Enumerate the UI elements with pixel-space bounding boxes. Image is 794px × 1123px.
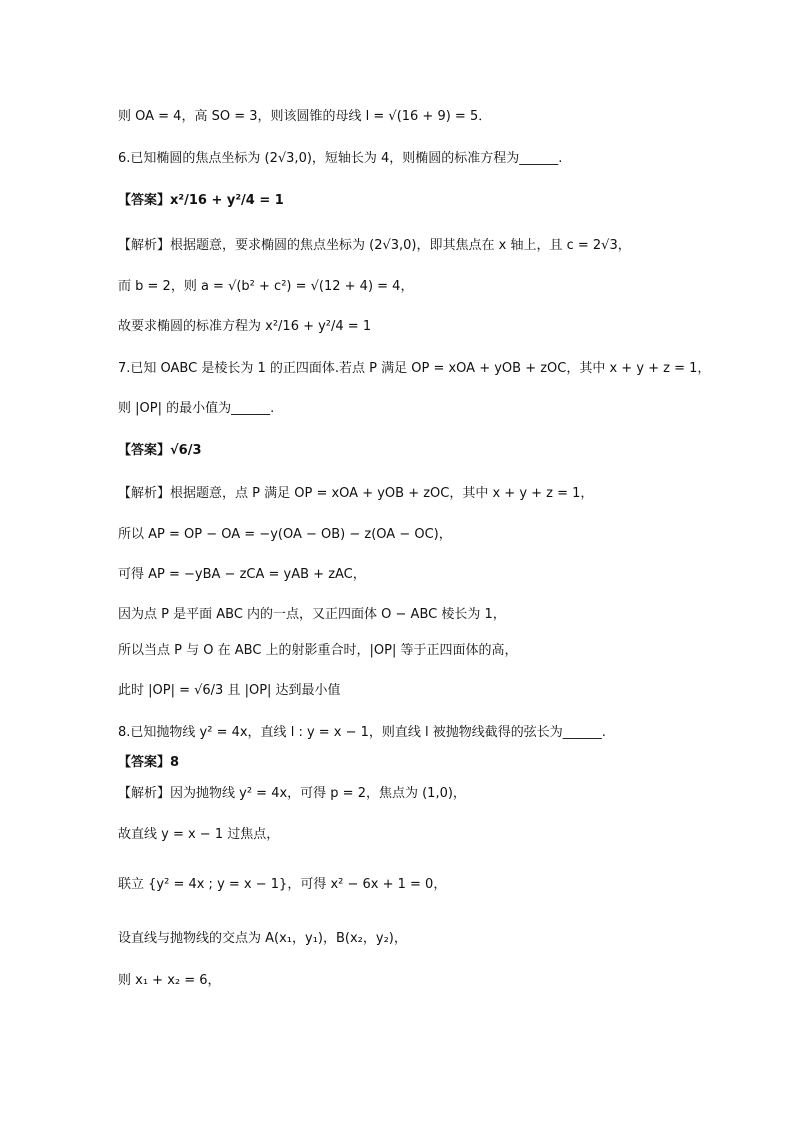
text-line: 故要求椭圆的标准方程为 x²/16 + y²/4 = 1 — [118, 319, 372, 334]
text-line: 而 b = 2，则 a = √(b² + c²) = √(12 + 4) = 4， — [118, 279, 414, 294]
analysis-7: 【解析】根据题意，点 P 满足 OP = xOA + yOB + zOC，其中 x + y + z = 1， — [118, 486, 594, 501]
analysis-6: 【解析】根据题意，要求椭圆的焦点坐标为 (2√3,0)，即其焦点在 x 轴上，且 c = 2√3， — [118, 238, 631, 253]
text-line: 所以 AP = OP − OA = −y(OA − OB) − z(OA − OC)， — [118, 527, 452, 542]
text-line: 因为点 P 是平面 ABC 内的一点，又正四面体 O − ABC 棱长为 1， — [118, 607, 506, 622]
text-line: 故直线 y = x − 1 过焦点， — [118, 827, 280, 842]
text-line: 可得 AP = −yBA − zCA = yAB + zAC， — [118, 567, 366, 582]
text-line: 所以当点 P 与 O 在 ABC 上的射影重合时，|OP| 等于正四面体的高， — [118, 643, 518, 658]
answer-7: 【答案】√6/3 — [118, 443, 202, 458]
text-line: 设直线与抛物线的交点为 A(x₁，y₁)，B(x₂，y₂)， — [118, 931, 407, 946]
text-line: 则 x₁ + x₂ = 6， — [118, 973, 221, 988]
analysis-8: 【解析】因为抛物线 y² = 4x，可得 p = 2，焦点为 (1,0)， — [118, 786, 466, 801]
text-line: 则 OA = 4，高 SO = 3，则该圆锥的母线 l = √(16 + 9) = 5． — [118, 109, 492, 124]
question-7: 7.已知 OABC 是棱长为 1 的正四面体.若点 P 满足 OP = xOA + yOB + zOC，其中 x + y + z = 1， — [118, 361, 711, 376]
text-line: 联立 {y² = 4x ; y = x − 1}，可得 x² − 6x + 1 = 0， — [118, 877, 447, 892]
text-line: 则 |OP| 的最小值为______. — [118, 401, 275, 416]
question-6: 6.已知椭圆的焦点坐标为 (2√3,0)，短轴长为 4，则椭圆的标准方程为______. — [118, 151, 563, 166]
question-8: 8.已知抛物线 y² = 4x，直线 l : y = x − 1，则直线 l 被抛物线截得的弦长为______. — [118, 725, 606, 740]
answer-8: 【答案】8 — [118, 755, 180, 770]
answer-6: 【答案】x²/16 + y²/4 = 1 — [118, 193, 284, 208]
text-line: 此时 |OP| = √6/3 且 |OP| 达到最小值 — [118, 683, 341, 698]
